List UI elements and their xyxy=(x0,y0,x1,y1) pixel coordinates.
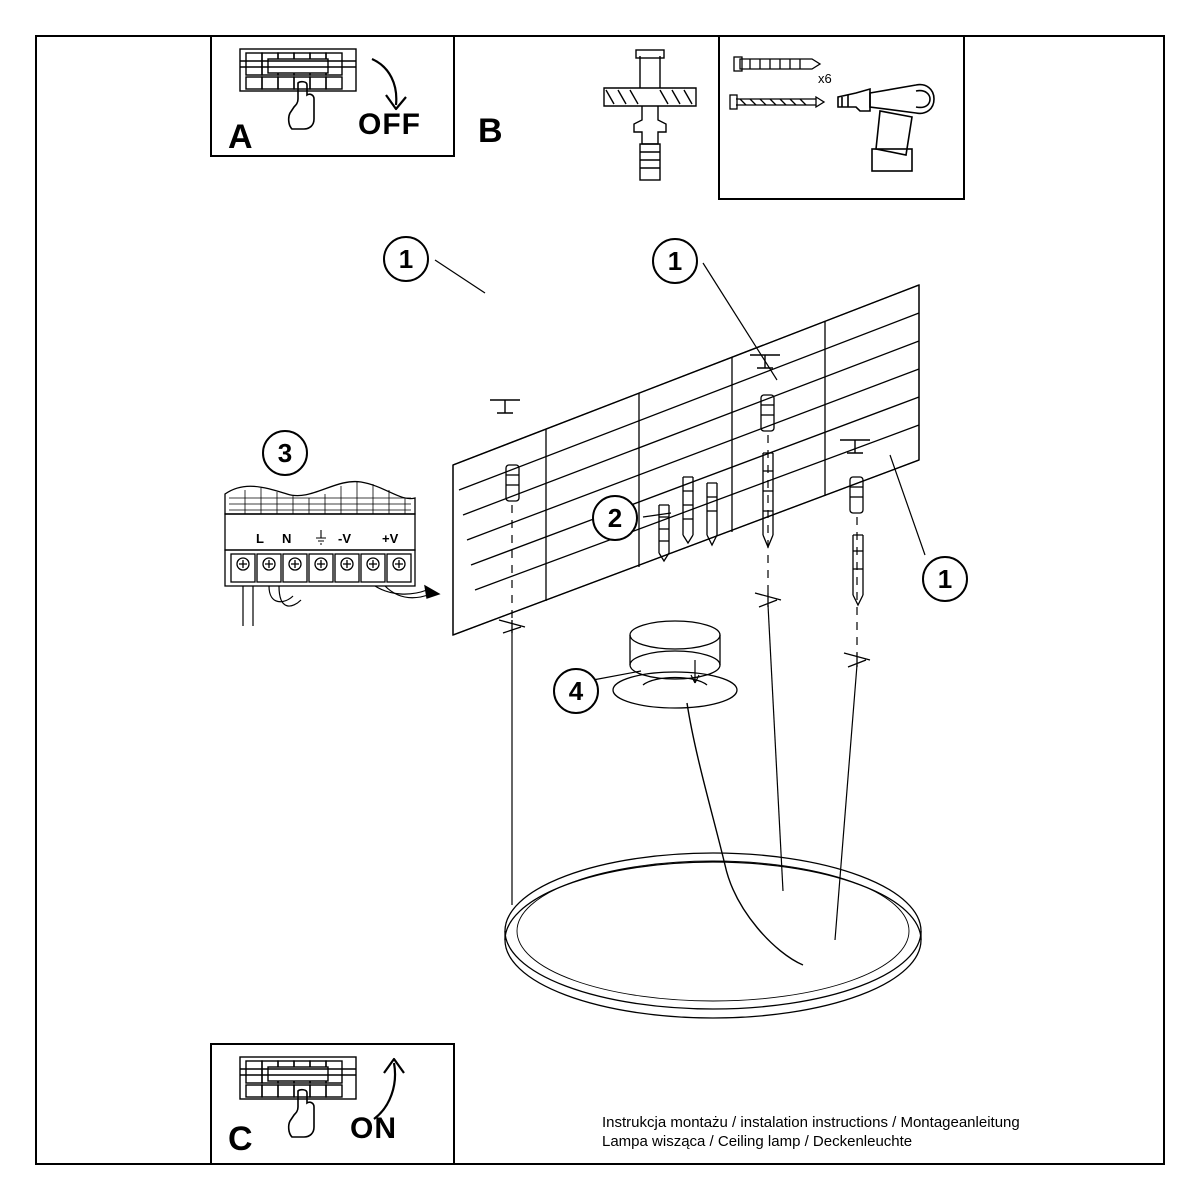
footer-line-2: Lampa wisząca / Ceiling lamp / Deckenleuchte xyxy=(602,1133,913,1150)
canopy-cover xyxy=(630,621,720,679)
callout-2: 2 xyxy=(592,495,638,541)
lamp-ring xyxy=(505,853,921,1018)
step-a-label: OFF xyxy=(358,108,421,141)
main-exploded-diagram xyxy=(35,35,1165,1165)
step-letter-a: A xyxy=(228,118,253,156)
callout-4: 4 xyxy=(553,668,599,714)
exploded-fastener-screw-3 xyxy=(853,535,863,605)
led-driver-illustration xyxy=(215,468,455,643)
suspension-anchor-right xyxy=(844,653,870,667)
step-c-label: ON xyxy=(350,1112,397,1145)
step-letter-c: C xyxy=(228,1120,253,1158)
callout-3: 3 xyxy=(262,430,308,476)
ceiling-bracket-1 xyxy=(490,400,520,413)
step-letter-b: B xyxy=(478,112,503,150)
driver-terminal-label-plus-v: +V xyxy=(382,531,399,546)
driver-terminal-label-l: L xyxy=(256,531,264,546)
suspension-anchor-mid xyxy=(755,593,781,607)
dowel-count-label: x6 xyxy=(818,71,832,86)
footer-line-1: Instrukcja montażu / instalation instructions / Montageanleitung xyxy=(602,1114,1020,1131)
ceiling-surface xyxy=(453,285,919,635)
driver-terminal-label-n: N xyxy=(282,531,292,546)
callout-1-right: 1 xyxy=(922,556,968,602)
driver-terminal-label-minus-v: -V xyxy=(338,531,351,546)
curved-arrow-up-icon xyxy=(374,1059,404,1119)
callout-1-top: 1 xyxy=(652,238,698,284)
callout-1-left: 1 xyxy=(383,236,429,282)
suspension-cables xyxy=(512,605,857,940)
canopy-base-plate xyxy=(613,672,737,708)
